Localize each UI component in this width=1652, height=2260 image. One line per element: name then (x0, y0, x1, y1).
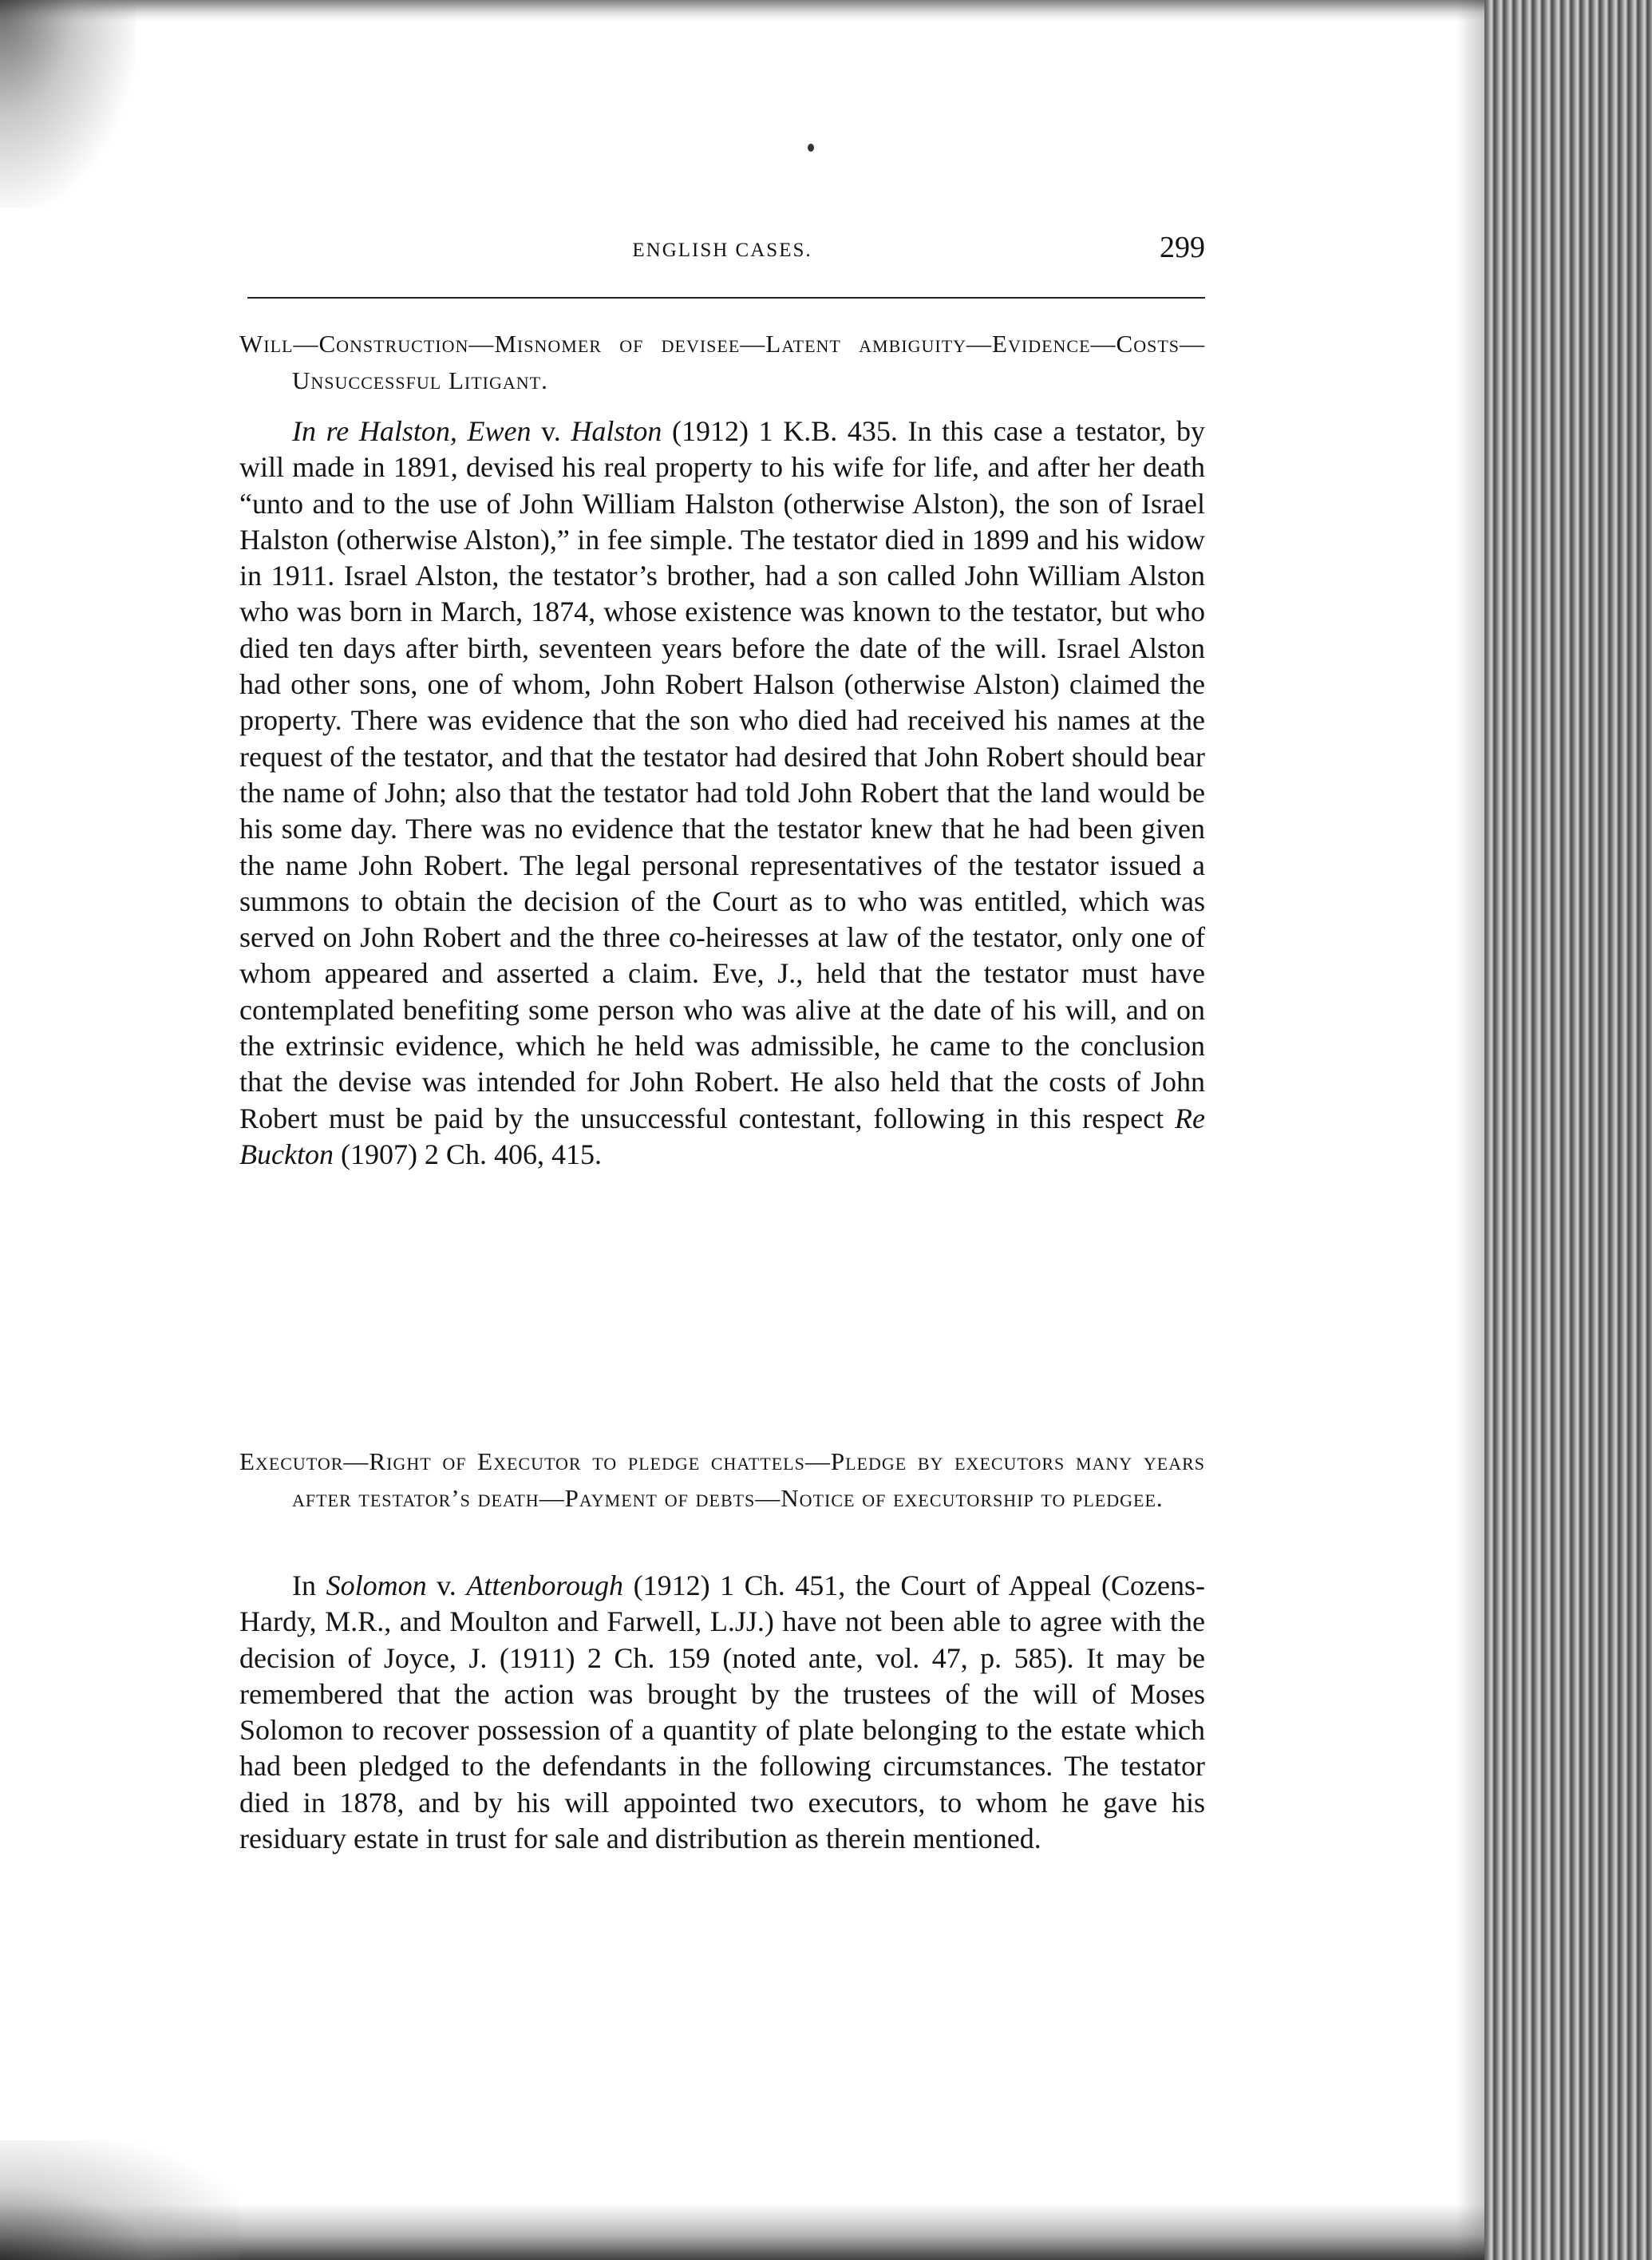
running-header (239, 230, 1205, 270)
page-number: 299 (1160, 231, 1205, 264)
case-paragraph (239, 414, 1205, 1173)
section-will-construction (239, 326, 1205, 399)
case-name: Solomon (326, 1569, 427, 1601)
running-title: ENGLISH CASES. (632, 239, 812, 261)
case-name: In re Halston, Ewen (292, 415, 532, 447)
scan-speck (808, 144, 814, 152)
header-rule (247, 297, 1205, 299)
case-name: Halston (571, 415, 662, 447)
reference-case: Re Buckton (239, 1102, 1205, 1170)
case-versus: v. (426, 1569, 467, 1601)
scan-edge-top (0, 0, 1484, 21)
scan-corner-bottom-left (0, 2140, 239, 2260)
section-heading: Will—Construction—Misnomer of devisee—Latent ambiguity—Evidence—Costs—Unsuccessful Litigant. (239, 330, 1205, 394)
scan-corner-top-left (0, 0, 136, 208)
case-body: In this case a testator, by will made in 1891, devised his real property to his wife for life, and after her death “unto and to the use of John William Halston (otherwise Alston), the son of Israel Halston (otherwise Alston),” in fee simple. The testator died in 1899 and his widow in 1911. Israel Alston, the testator’s brother, had a son called John William Alston who was born in March, 1874, whose existence was known to the testator, but who died ten days after birth, seventeen years before the date of the will. Israel Alston had other sons, one of whom, John Robert Halson (otherwise Alston) claimed the property. There was evidence that the son who died had received his names at the request of the testator, and that the testator had desired that John Robert should bear the name of John; also that the testator had told John Robert that the land would be his some day. There was no evidence that the testator knew that he had been given the name John Robert. The legal personal representatives of the testator issued a summons to obtain the decision of the Court as to who was entitled, which was served on John Robert and the three co-heiresses at law of the testator, only one of whom appeared and asserted a claim. Eve, J., held that the testator must have contemplated benefiting some person who was alive at the date of his will, and on the extrinsic evidence, which he held was admissible, he came to the conclusion that the devise was intended for John Robert. He also held that the costs of John Robert must be paid by the unsuccessful contestant, following in this respect (239, 415, 1205, 1134)
lead-text: In (292, 1569, 326, 1601)
section-heading: Executor—Right of Executor to pledge chattels—Pledge by executors many years after testator’s death—Payment of debts—Notice of executorship to pledgee. (239, 1447, 1205, 1512)
section-executor-pledge-body (239, 1568, 1205, 1857)
case-name: Attenborough (466, 1569, 624, 1601)
case-versus: v. (531, 415, 571, 447)
case-paragraph (239, 1568, 1205, 1857)
case-citation: (1912) 1 K.B. 435. (662, 415, 908, 447)
scan-edge-right (1484, 0, 1652, 2260)
case-body: (1912) 1 Ch. 451, the Court of Appeal (Cozens-Hardy, M.R., and Moulton and Farwell, L.JJ.) have not been able to agree with the decision of Joyce, J. (1911) 2 Ch. 159 (noted ante, vol. 47, p. 585). It may be remembered that the action was brought by the trustees of the will of Moses Solomon to recover possession of a quantity of plate belonging to the estate which had been pledged to the defendants in the following circumstances. The testator died in 1878, and by his will appointed two executors, to whom he gave his residuary estate in trust for sale and distribution as therein mentioned. (239, 1569, 1205, 1855)
section-executor-pledge (239, 1443, 1205, 1517)
scan-edge-shadow (1456, 0, 1488, 2260)
section-will-construction-body (239, 414, 1205, 1173)
reference-citation: (1907) 2 Ch. 406, 415. (333, 1138, 602, 1170)
